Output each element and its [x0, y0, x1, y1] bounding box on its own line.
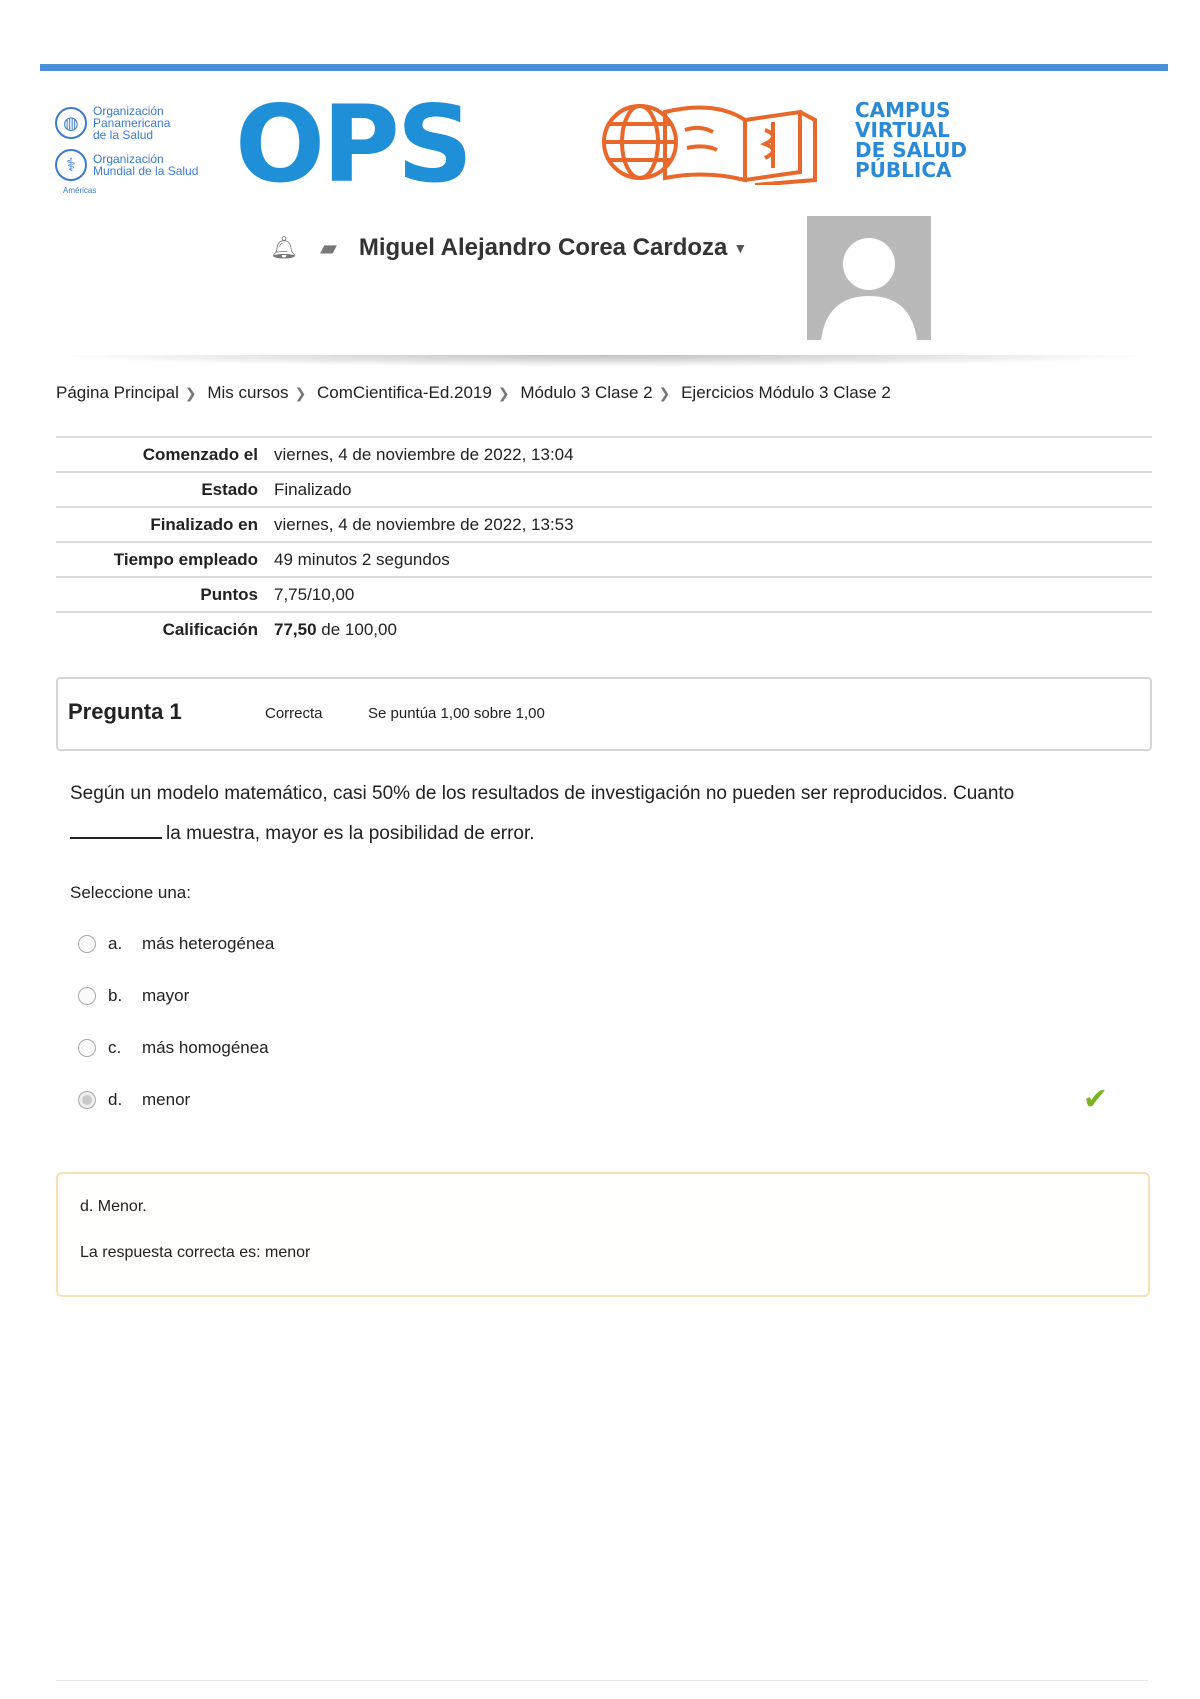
- grade-value: 77,50: [274, 619, 317, 639]
- answer-options: [78, 918, 1138, 1126]
- paho-who-logo[interactable]: [55, 104, 225, 199]
- question-text-part2: la muestra, mayor es la posibilidad de error.: [166, 823, 535, 844]
- summary-value: viernes, 4 de noviembre de 2022, 13:04: [274, 437, 1152, 472]
- question-state: Correcta: [265, 705, 323, 722]
- summary-label: Comenzado el: [56, 437, 274, 472]
- option-text: mayor: [142, 986, 190, 1005]
- campus-title: [855, 100, 967, 180]
- radio-button[interactable]: [78, 1039, 96, 1057]
- radio-button-selected[interactable]: [78, 1091, 96, 1109]
- ops-logo-text[interactable]: OPS: [235, 83, 471, 206]
- table-row: [56, 577, 1152, 612]
- table-row: [56, 437, 1152, 472]
- option-text: menor: [142, 1090, 191, 1109]
- org2-line: Organización: [93, 152, 164, 166]
- breadcrumb: [56, 383, 891, 403]
- answer-option-b[interactable]: [78, 970, 1138, 1022]
- breadcrumb-module[interactable]: Módulo 3 Clase 2: [520, 383, 653, 402]
- specific-feedback: d. Menor.: [80, 1198, 147, 1215]
- chat-icon[interactable]: ▰: [319, 235, 337, 260]
- option-text: más homogénea: [142, 1038, 269, 1057]
- question-title: Pregunta 1: [68, 699, 182, 724]
- chevron-right-icon: ❯: [497, 385, 510, 401]
- bell-icon[interactable]: 🔔︎: [270, 235, 298, 260]
- answer-blank: [70, 813, 162, 839]
- table-row: [56, 472, 1152, 507]
- summary-label: Tiempo empleado: [56, 542, 274, 577]
- radio-button[interactable]: [78, 987, 96, 1005]
- header-divider: [40, 355, 1168, 367]
- org1-line: de la Salud: [93, 128, 154, 142]
- who-emblem-icon: ⚕: [55, 149, 87, 181]
- radio-button[interactable]: [78, 935, 96, 953]
- option-letter: b.: [108, 986, 123, 1005]
- summary-label: Estado: [56, 472, 274, 507]
- chevron-down-icon[interactable]: ▼: [733, 240, 748, 256]
- site-header: [55, 83, 1155, 206]
- globe-icon: ◍: [55, 107, 87, 139]
- avatar[interactable]: [807, 216, 931, 340]
- attempt-summary-table: [56, 436, 1152, 646]
- user-silhouette-icon: [807, 216, 931, 340]
- question-info-box: [56, 677, 1152, 751]
- option-text: más heterogénea: [142, 934, 275, 953]
- campus-line: CAMPUS: [855, 98, 951, 122]
- answer-option-c[interactable]: [78, 1022, 1138, 1074]
- breadcrumb-my-courses[interactable]: Mis cursos: [207, 383, 289, 402]
- correct-answer-text: La respuesta correcta es: menor: [80, 1244, 311, 1261]
- checkmark-icon: ✔: [1082, 1083, 1108, 1116]
- question-text: [70, 775, 1130, 853]
- breadcrumb-course[interactable]: ComCientifica-Ed.2019: [317, 383, 492, 402]
- summary-value: Finalizado: [274, 472, 1152, 507]
- campus-line: PÚBLICA: [855, 158, 952, 182]
- chevron-right-icon: ❯: [658, 385, 671, 401]
- org2-line: Mundial de la Salud: [93, 164, 199, 178]
- campus-emblem-icon: [595, 100, 825, 185]
- footer-divider: [56, 1680, 1148, 1681]
- feedback-box: [56, 1172, 1150, 1297]
- org1-line: Panamericana: [93, 116, 171, 130]
- summary-label: Calificación: [56, 612, 274, 646]
- table-row: [56, 507, 1152, 542]
- campus-line: VIRTUAL: [855, 118, 950, 142]
- summary-value: 49 minutos 2 segundos: [274, 542, 1152, 577]
- breadcrumb-quiz[interactable]: Ejercicios Módulo 3 Clase 2: [681, 383, 891, 402]
- table-row: [56, 542, 1152, 577]
- summary-label: Finalizado en: [56, 507, 274, 542]
- chevron-right-icon: ❯: [294, 385, 307, 401]
- user-name[interactable]: Miguel Alejandro Corea Cardoza: [358, 234, 728, 261]
- question-text-part1: Según un modelo matemático, casi 50% de los resultados de investigación no pueden ser reproducidos. Cuanto: [70, 783, 1015, 804]
- option-letter: a.: [108, 934, 123, 953]
- breadcrumb-home[interactable]: Página Principal: [56, 383, 179, 402]
- option-letter: d.: [108, 1090, 123, 1109]
- org1-line: Organización: [93, 104, 164, 118]
- summary-value: [274, 612, 1152, 646]
- answer-option-d[interactable]: [78, 1074, 1138, 1126]
- question-grade: Se puntúa 1,00 sobre 1,00: [368, 705, 545, 722]
- select-prompt: Seleccione una:: [70, 883, 191, 902]
- org-region: Américas: [63, 186, 97, 195]
- summary-value: 7,75/10,00: [274, 577, 1152, 612]
- chevron-right-icon: ❯: [184, 385, 197, 401]
- summary-value: viernes, 4 de noviembre de 2022, 13:53: [274, 507, 1152, 542]
- table-row: [56, 612, 1152, 646]
- top-accent-bar: [40, 64, 1168, 71]
- option-letter: c.: [108, 1038, 122, 1057]
- answer-option-a[interactable]: [78, 918, 1138, 970]
- user-menu: [270, 228, 747, 268]
- grade-max: de 100,00: [321, 619, 397, 639]
- summary-label: Puntos: [56, 577, 274, 612]
- campus-line: DE SALUD: [855, 138, 967, 162]
